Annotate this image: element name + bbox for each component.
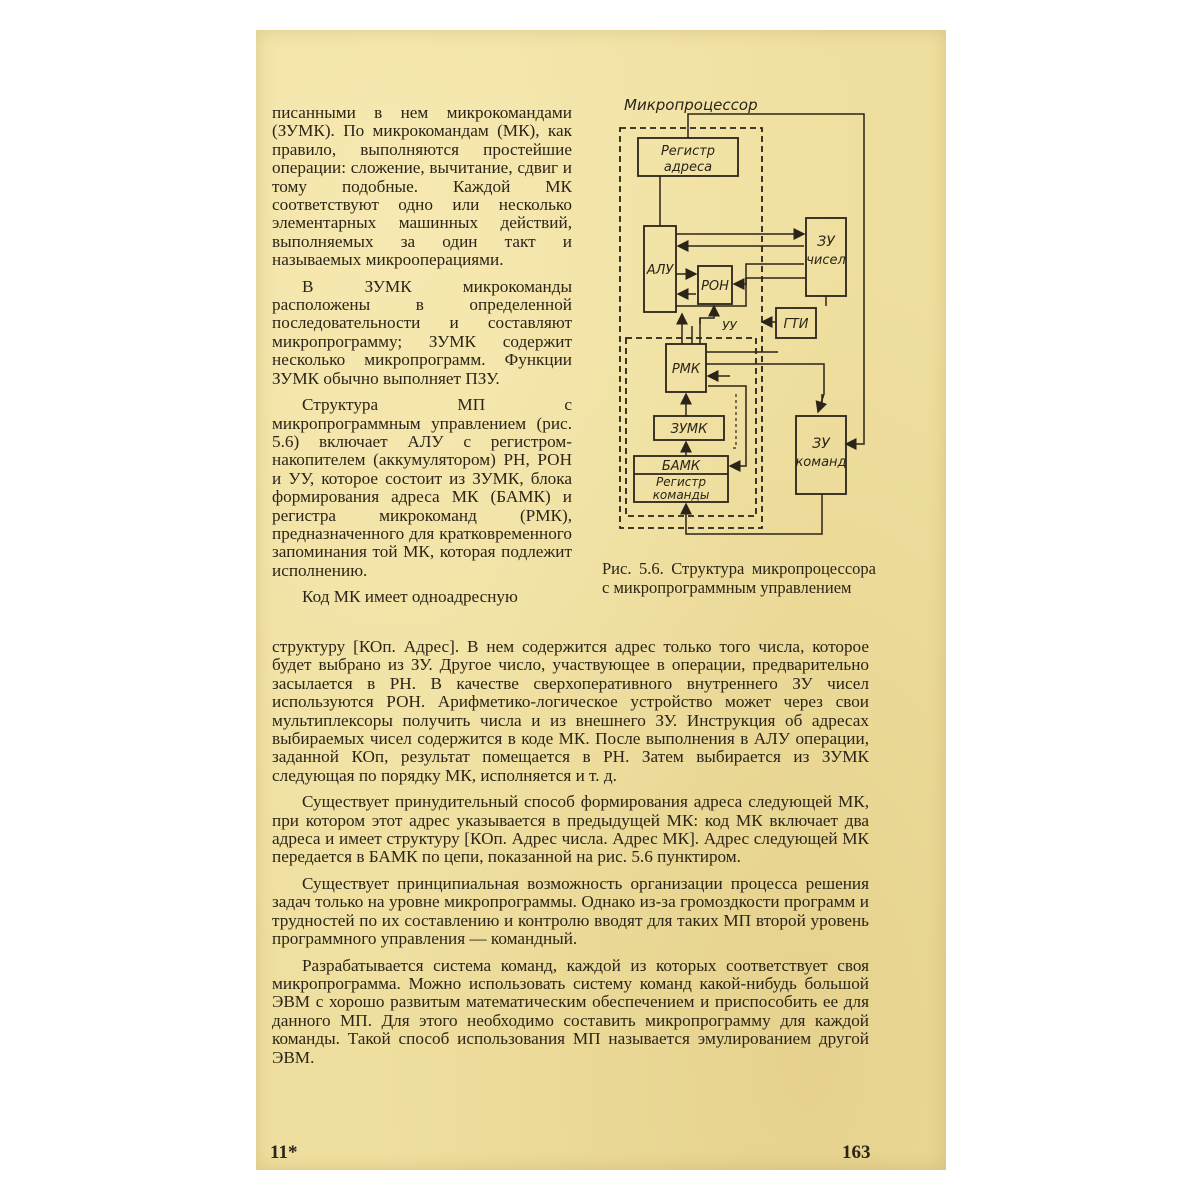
label-zu-num-2: чисел — [806, 253, 846, 268]
paragraph: писанными в нем микрокомандами (ЗУМК). По микрокомандам (МК), как правило, выполняются простейшие операции: сложение, вычитание, сдвиг и тому подобные. Каждой МК соответствуют одно или несколько элементарных машинных действий, выполняемых за один такт и называемых микрооперациями. — [272, 103, 572, 270]
page-number: 163 — [842, 1142, 871, 1163]
label-ron: РОН — [701, 279, 729, 294]
label-zumk: ЗУМК — [670, 422, 708, 437]
left-column-text — [272, 104, 572, 607]
paragraph: В ЗУМК микрокоманды расположены в определенной последовательности и составляют микропрограмму; ЗУМК содержит несколько микропрограмм. Функции ЗУМК обычно выполняет ПЗУ. — [272, 276, 572, 388]
figure-caption: Рис. 5.6. Структура микропроцессора с микропрограммным управлением — [602, 559, 876, 597]
label-gti: ГТИ — [783, 317, 809, 332]
full-width-text — [272, 638, 869, 1067]
book-page — [256, 30, 946, 1170]
label-reg-cmd-2: команды — [652, 488, 710, 502]
paragraph: Разрабатывается система команд, каждой из которых соответствует своя микропрограмма. Можно использовать систему команд какой-нибудь большой ЭВМ с хорошо развитым математическим обеспечением и приспособить ее для данного МП. Для этого необходимо составить микропрограмму для каждой команды. Такой способ использования МП называется эмулированием другой ЭВМ. — [272, 955, 869, 1067]
label-reg-cmd-1: Регистр — [656, 475, 706, 489]
signature-mark: 11* — [270, 1142, 298, 1163]
paragraph: Структура МП с микропрограммным управлением (рис. 5.6) включает АЛУ с регистром-накопителем (аккумулятором) РН, РОН и УУ, которое состоит из ЗУМК, блока формирования адреса МК (БАМК) и регистра микрокоманд (РМК), предназначенного для кратковременного запоминания той МК, которая подлежит исполнению. — [272, 395, 572, 580]
figure-5-6-diagram — [596, 94, 886, 539]
label-zu-cmd-1: ЗУ — [812, 436, 830, 452]
label-rmk: РМК — [671, 362, 701, 377]
label-bamk: БАМК — [661, 459, 701, 474]
paragraph: Существует принудительный способ формирования адреса следующей МК, при котором этот адрес указывается в предыдущей МК: код МК включает два адреса и имеет структуру [КОп. Адрес числа. Адрес МК]. Адрес следующей МК передается в БАМК по цепи, показанной на рис. 5.6 пунктиром. — [272, 792, 869, 867]
figure-title: Микропроцессор — [624, 96, 758, 114]
paragraph: структуру [КОп. Адрес]. В нем содержится адрес только того числа, которое будет выбрано из ЗУ. Другое число, участвующее в операции, предварительно засылается в РН. В качестве сверхоперативного внутреннего ЗУ чисел используются РОН. Арифметико-логическое устройство может через свои мультиплексоры получить числа и из внешнего ЗУ. Инструкция об адресах выбираемых чисел содержится в коде МК. После выполнения в АЛУ операции, заданной КОп, результат помещается в РН. Затем выбирается из ЗУМК следующая по порядку МК, исполняется и т. д. — [272, 637, 869, 785]
label-zu-cmd-2: команд — [795, 455, 847, 470]
label-reg-addr-1: Регистр — [660, 144, 716, 159]
label-reg-addr-2: адреса — [663, 160, 713, 175]
label-alu: АЛУ — [646, 263, 674, 278]
label-uu: УУ — [722, 319, 737, 333]
paragraph: Существует принципиальная возможность организации процесса решения задач только на уровне микропрограммы. Однако из-за громоздкости программ и трудностей по их составлению и контролю вводят для таких МП второй уровень программного управления — командный. — [272, 873, 869, 949]
paragraph: Код МК имеет одноадресную — [302, 587, 518, 607]
label-zu-num-1: ЗУ — [817, 234, 835, 250]
